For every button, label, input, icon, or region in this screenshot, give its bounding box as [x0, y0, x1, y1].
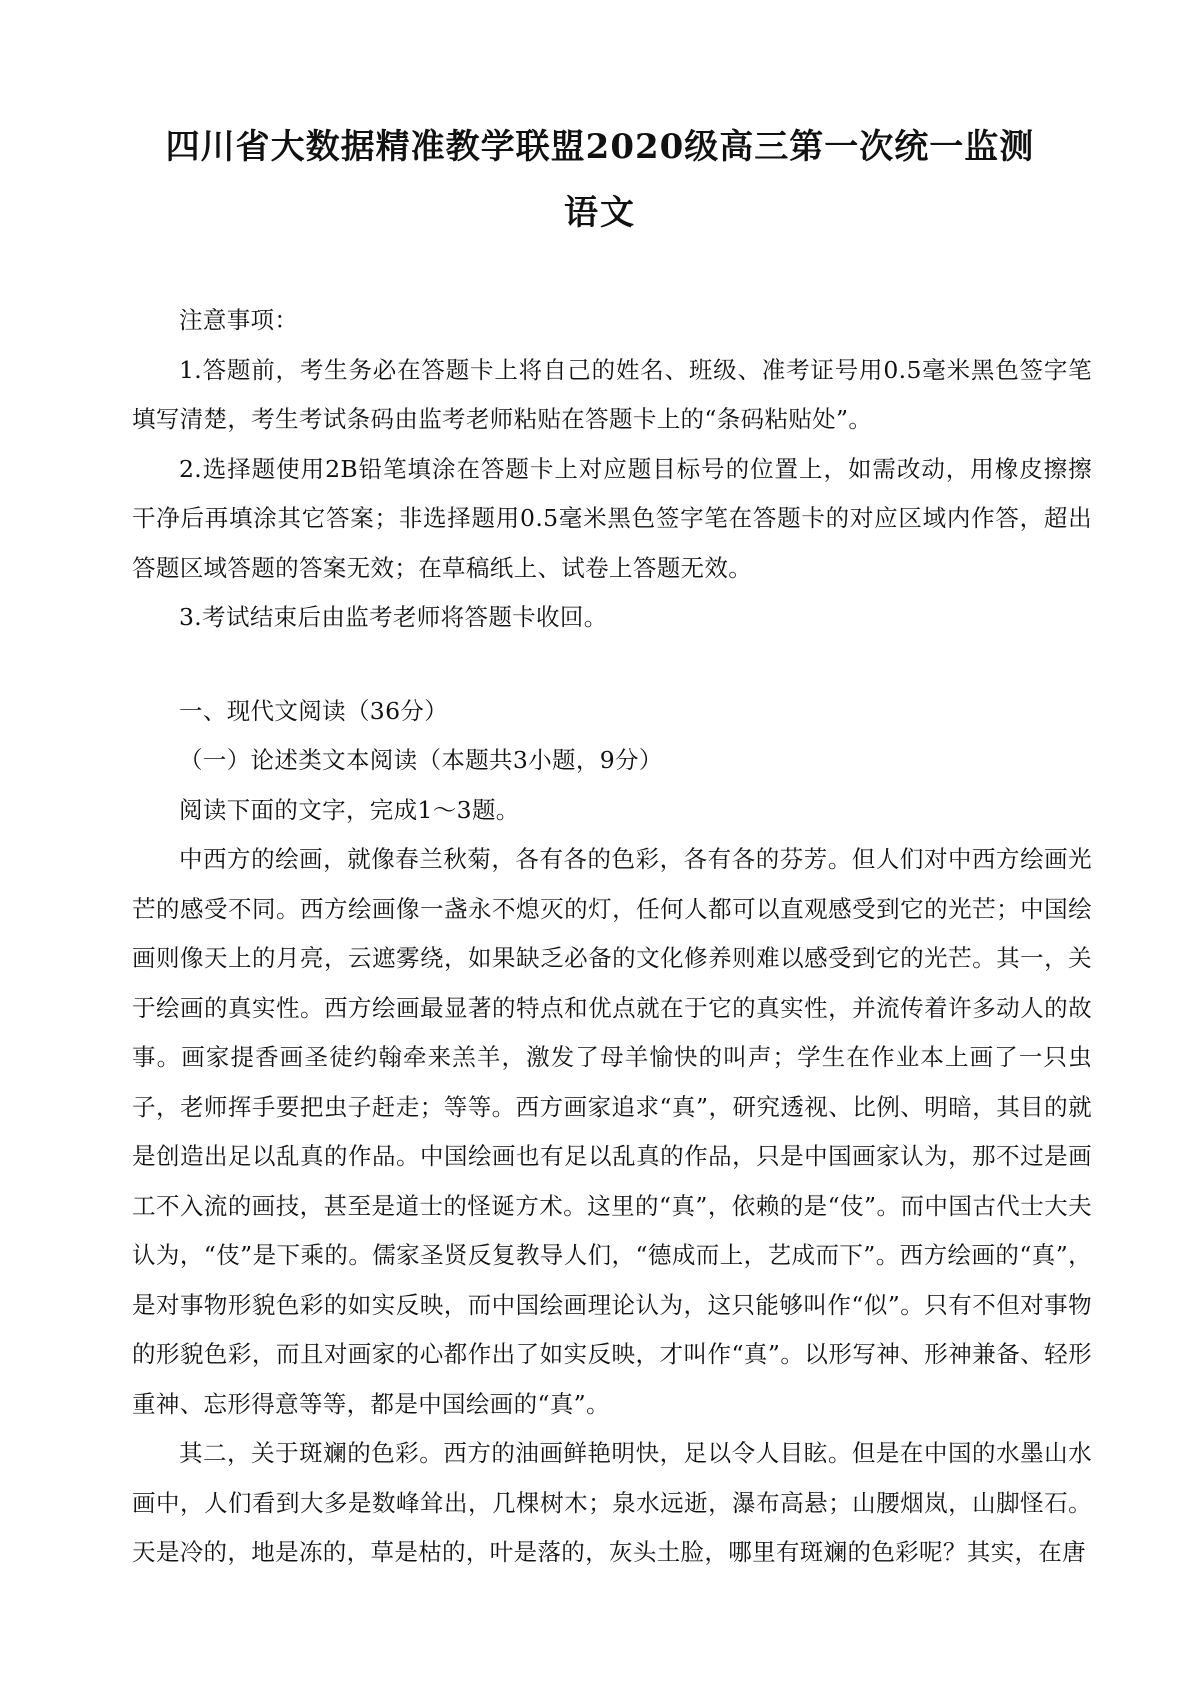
exam-title: 四川省大数据精准教学联盟2020级高三第一次统一监测: [165, 127, 1035, 167]
subject-title: 语文: [564, 193, 636, 233]
notes-label: 注意事项：: [179, 306, 299, 334]
passage-paragraph-2: 其二，关于斑斓的色彩。西方的油画鲜艳明快，足以令人目眩。但是在中国的水墨山水画中，人们看到大多是数峰耸出，几棵树木；泉水远逝，瀑布高悬；山腰烟岚，山脚怪石。天是冷的，地是冻的，草是枯的，叶是落的，灰头土脸，哪里有斑斓的色彩呢？其实，在唐: [132, 1439, 1092, 1566]
document-body: [132, 296, 1092, 1578]
section-heading: 一、现代文阅读（36分）: [179, 696, 449, 725]
note-item-1: 1.答题前，考生务必在答题卡上将自己的姓名、班级、准考证号用0.5毫米黑色签字笔填写清楚，考生考试条码由监考老师粘贴在答题卡上的“条码粘贴处”。: [132, 355, 1092, 433]
section-subheading: （一）论述类文本阅读（本题共3小题，9分）: [179, 746, 663, 774]
section-instruction: 阅读下面的文字，完成1～3题。: [179, 795, 520, 824]
section-modern-reading: [132, 687, 1092, 1578]
note-item-3: 3.考试结束后由监考老师将答题卡收回。: [179, 603, 608, 631]
passage-paragraph-1: 中西方的绘画，就像春兰秋菊，各有各的色彩，各有各的芬芳。但人们对中西方绘画光芒的感受不同。西方绘画像一盏永不熄灭的灯，任何人都可以直观感受到它的光芒；中国绘画则像天上的月亮，云遮雾绕，如果缺乏必备的文化修养则难以感受到它的光芒。其一，关于绘画的真实性。西方绘画最显著的特点和优点就在于它的真实性，并流传着许多动人的故事。画家提香画圣徒约翰牵来羔羊，激发了母羊愉快的叫声；学生在作业本上画了一只虫子，老师挥手要把虫子赶走；等等。西方画家追求“真”，研究透视、比例、明暗，其目的就是创造出足以乱真的作品。中国绘画也有足以乱真的作品，只是中国画家认为，那不过是画工不入流的画技，甚至是道士的怪诞方术。这里的“真”，依赖的是“伎”。而中国古代士大夫认为，“伎”是下乘的。儒家圣贤反复教导人们，“德成而上，艺成而下”。西方绘画的“真”，是对事物形貌色彩的如实反映，而中国绘画理论认为，这只能够叫作“似”。只有不但对事物的形貌色彩，而且对画家的心都作出了如实反映，才叫作“真”。以形写神、形神兼备、轻形重神、忘形得意等等，都是中国绘画的“真”。: [132, 845, 1092, 1418]
section-spacer: [132, 643, 1092, 687]
note-item-2: 2.选择题使用2B铅笔填涂在答题卡上对应题目标号的位置上，如需改动，用橡皮擦擦干净后再填涂其它答案；非选择题用0.5毫米黑色签字笔在答题卡的对应区域内作答，超出答题区域答题的答案无效；在草稿纸上、试卷上答题无效。: [132, 454, 1092, 582]
